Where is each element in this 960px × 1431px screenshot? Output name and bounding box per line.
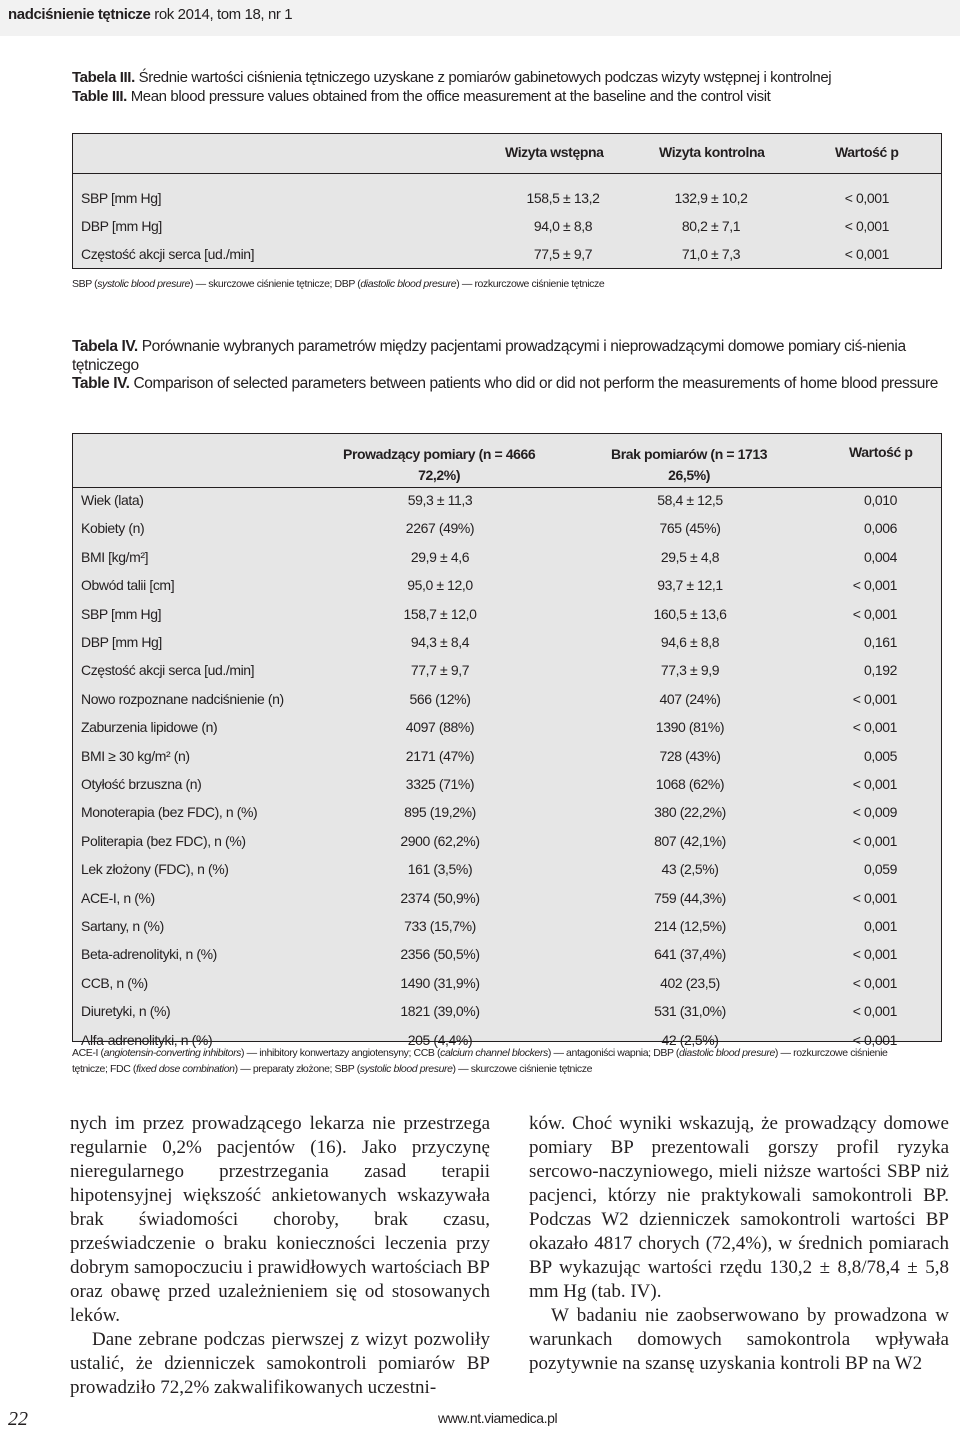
table4-note-italic: angiotensin-converting inhibitors <box>103 1047 242 1059</box>
table4-col-measuring <box>343 444 535 486</box>
running-header <box>0 0 960 36</box>
table4-row-label: BMI [kg/m²] <box>81 548 149 565</box>
table3-footnote <box>72 276 942 292</box>
table4-row <box>73 946 941 966</box>
table4-row <box>73 748 941 768</box>
table4-cell-value-2: 29,5 ± 4,8 <box>660 548 720 565</box>
table3-caption-pl <box>72 68 942 87</box>
table4-row <box>73 833 941 853</box>
table3-title-pl: Średnie wartości ciśnienia tętniczego uzyskane z pomiarów gabinetowych podczas wizyty wstępnej i kontrolnej <box>138 69 832 86</box>
body-left-paragraph-2: Dane zebrane podczas pierwszej z wizyt pozwoliły ustalić, że dzienniczek samokontroli pomiarów BP prowadziło 72,2% zakwalifikowanych uczestni- <box>70 1329 490 1398</box>
table4-row-label: CCB, n (%) <box>81 974 148 991</box>
table4-cell-p-value: 0,059 <box>863 861 897 878</box>
table4-row-label: BMI ≥ 30 kg/m² (n) <box>81 747 190 764</box>
table4-row-label: Częstość akcji serca [ud./min] <box>81 662 255 679</box>
table4-note-part: tętnicze; FDC ( <box>72 1063 137 1075</box>
journal-name: nadciśnienie tętnicze <box>8 6 151 23</box>
table4-note-part: ) — antagoniści wapnia; DBP ( <box>547 1047 680 1059</box>
table3-caption <box>72 68 942 106</box>
table4-cell-p-value: 0,192 <box>863 662 897 679</box>
table4-cell-p-value: < 0,001 <box>852 719 897 736</box>
table4-note-part: ) — skurczowe ciśnienie tętnicze <box>452 1063 593 1075</box>
table3-cell-p-value: < 0,001 <box>844 190 889 206</box>
body-left-paragraph-1: nych im przez prowadzącego lekarza nie przestrzega regularnie 0,2% pacjentów (16). Jako przyczynę nieregularnego przestrzegania zasad terapii hipotensyjnej większość ankietowanych wskazywała brak świadomości choroby, brak czasu, przeświadczenie o braku konieczności leczenia przy dobrym samopoczuciu i prawidłowych wartościach BP oraz obawę przed uzależnieniem się od stosowanych leków. <box>70 1113 490 1326</box>
table3-cell-value-1: 77,5 ± 9,7 <box>533 246 593 262</box>
table4-note-part: ) — rozkurczowe ciśnienie <box>774 1047 888 1059</box>
table4-col-not-measuring <box>611 444 767 486</box>
table4-note-part: ACE-I ( <box>72 1047 104 1059</box>
page-number: 22 <box>8 1408 28 1430</box>
table4-col-p: Wartość p <box>849 444 913 460</box>
table4-cell-value-1: 1490 (31,9%) <box>400 974 480 991</box>
table4-note-italic: calcium channel blockers <box>440 1047 548 1059</box>
footer-url[interactable]: www.nt.viamedica.pl <box>438 1410 558 1426</box>
table4-cell-p-value: < 0,001 <box>852 946 897 963</box>
table3 <box>72 133 942 269</box>
table4-row-label: Kobiety (n) <box>81 520 145 537</box>
table4-header-divider <box>73 487 941 488</box>
table4-cell-value-1: 566 (12%) <box>409 690 471 707</box>
table3-cell-p-value: < 0,001 <box>844 218 889 234</box>
table4-cell-value-2: 641 (37,4%) <box>654 946 726 963</box>
table4-row <box>73 606 941 626</box>
table4-row-label: Zaburzenia lipidowe (n) <box>81 719 218 736</box>
table4-cell-value-2: 1068 (62%) <box>655 776 725 792</box>
body-right-paragraph-2: W badaniu nie zaobserwowano by prowadzona w warunkach domowych samokontrola wpływała pozytywnie na szansę uzyskania kontroli BP na W2 <box>529 1305 949 1374</box>
body-column-left <box>70 1112 490 1400</box>
table4-cell-p-value: < 0,001 <box>852 1031 897 1048</box>
table4-cell-p-value: 0,001 <box>863 918 897 934</box>
table4-row-label: ACE-I, n (%) <box>81 889 155 906</box>
table4-col-not-measuring-line2: 26,5%) <box>668 467 711 483</box>
table4-row <box>73 691 941 711</box>
table4-cell-value-2: 43 (2,5%) <box>661 861 719 878</box>
table3-row-label: Częstość akcji serca [ud./min] <box>81 246 255 262</box>
table3-caption-en <box>72 87 942 106</box>
table4-cell-value-2: 214 (12,5%) <box>654 918 726 934</box>
table3-col-p: Wartość p <box>835 144 899 160</box>
table4-col-measuring-line2: 72,2%) <box>418 467 461 483</box>
table3-note-part: ) — skurczowe ciśnienie tętnicze; DBP ( <box>190 278 361 290</box>
table4-row-label: Nowo rozpoznane nadciśnienie (n) <box>81 690 284 707</box>
table4-cell-p-value: < 0,001 <box>852 889 897 906</box>
table4-cell-value-1: 2171 (47%) <box>405 747 475 764</box>
table4-cell-value-1: 733 (15,7%) <box>404 918 476 934</box>
table4-cell-value-2: 93,7 ± 12,1 <box>657 577 723 594</box>
table4-row <box>73 890 941 910</box>
table4-cell-value-1: 29,9 ± 4,6 <box>410 548 470 565</box>
table4-note-italic: diastolic blood presure <box>679 1047 775 1059</box>
table4-cell-value-2: 380 (22,2%) <box>654 804 726 821</box>
table3-note-italic: diastolic blood presure <box>360 278 457 290</box>
table4-cell-value-2: 160,5 ± 13,6 <box>653 605 727 622</box>
table4-row-label: Otyłość brzuszna (n) <box>81 776 202 792</box>
table3-cell-value-2: 80,2 ± 7,1 <box>681 218 741 234</box>
table3-header-divider <box>73 173 941 174</box>
table4-cell-value-1: 59,3 ± 11,3 <box>407 492 473 508</box>
table3-label-en: Table III. <box>72 88 127 105</box>
table4-row <box>73 577 941 597</box>
table4-row <box>73 520 941 540</box>
table4-cell-p-value: < 0,001 <box>852 577 897 594</box>
table4-footnote <box>72 1045 942 1077</box>
table4-cell-p-value: 0,161 <box>863 634 897 650</box>
table4-label-pl: Tabela IV. <box>72 338 138 355</box>
table4-cell-p-value: 0,006 <box>863 520 897 537</box>
table3-note-italic: systolic blood presure <box>97 278 190 290</box>
table4-row-label: Politerapia (bez FDC), n (%) <box>81 832 246 849</box>
table3-title-en: Mean blood pressure values obtained from the office measurement at the baseline and the control visit <box>130 88 771 105</box>
table4-cell-value-1: 94,3 ± 8,4 <box>410 634 470 650</box>
table4-cell-value-2: 402 (23,5) <box>660 974 720 991</box>
table3-header-row <box>73 144 941 164</box>
table4-note-line2 <box>72 1061 942 1077</box>
table4-cell-value-2: 42 (2,5%) <box>661 1031 719 1048</box>
table4-cell-value-2: 407 (24%) <box>659 690 721 707</box>
table4-row-label: Monoterapia (bez FDC), n (%) <box>81 804 258 821</box>
table4-row <box>73 662 941 682</box>
table4-cell-value-2: 1390 (81%) <box>655 719 725 736</box>
table4-title-pl: Porównanie wybranych parametrów między pacjentami prowadzącymi i nieprowadzącymi domowe pomiary ciś-nienia tętniczego <box>72 338 906 374</box>
table4-cell-p-value: < 0,001 <box>852 1003 897 1020</box>
table4-row-label: Beta-adrenolityki, n (%) <box>81 946 217 963</box>
table4-cell-p-value: 0,004 <box>863 548 897 565</box>
table3-cell-p-value: < 0,001 <box>844 246 889 262</box>
table4-cell-p-value: < 0,001 <box>852 690 897 707</box>
table4-cell-value-1: 1821 (39,0%) <box>400 1003 480 1020</box>
table4-row <box>73 1003 941 1023</box>
journal-title <box>8 6 292 23</box>
table3-cell-value-1: 158,5 ± 13,2 <box>526 190 600 206</box>
table4-cell-p-value: < 0,001 <box>852 832 897 849</box>
table4-cell-value-2: 77,3 ± 9,9 <box>660 662 720 679</box>
table4-cell-value-1: 4097 (88%) <box>405 719 475 736</box>
table4-col-measuring-line1: Prowadzący pomiary (n = 4666 <box>343 446 536 462</box>
table4-cell-p-value: 0,005 <box>863 747 897 764</box>
table4-cell-value-1: 158,7 ± 12,0 <box>403 605 477 622</box>
table4-cell-value-1: 161 (3,5%) <box>407 861 473 878</box>
table4-cell-value-1: 2267 (49%) <box>405 520 475 537</box>
table3-row-label: SBP [mm Hg] <box>81 190 162 206</box>
table4-row <box>73 549 941 569</box>
table4-header-row <box>73 444 941 488</box>
table4-row <box>73 918 941 938</box>
table4-cell-value-1: 205 (4,4%) <box>407 1031 473 1048</box>
table4-col-not-measuring-line1: Brak pomiarów (n = 1713 <box>611 446 768 462</box>
table4-cell-value-2: 531 (31,0%) <box>654 1003 726 1020</box>
table3-note-part: ) — rozkurczowe ciśnienie tętnicze <box>456 278 605 290</box>
table4-cell-p-value: < 0,009 <box>852 804 897 821</box>
table3-note-part: SBP ( <box>72 278 98 290</box>
table3-cell-value-1: 94,0 ± 8,8 <box>533 218 593 234</box>
body-column-right <box>529 1112 949 1376</box>
table4-cell-p-value: 0,010 <box>863 492 897 508</box>
table4-cell-value-1: 2900 (62,2%) <box>400 832 480 849</box>
table4-row-label: Sartany, n (%) <box>81 918 164 934</box>
table4-row <box>73 804 941 824</box>
table4-row-label: Wiek (lata) <box>81 492 144 508</box>
table4-note-line1 <box>72 1045 942 1061</box>
table4-row-label: SBP [mm Hg] <box>81 605 162 622</box>
table4-title-en: Comparison of selected parameters between patients who did or did not perform the measurements of home blood pressure <box>133 375 938 392</box>
table4-row-label: Alfa-adrenolityki, n (%) <box>81 1031 213 1048</box>
table4-note-part: ) — inhibitory konwertazy angiotensyny; CCB ( <box>241 1047 441 1059</box>
table4-row <box>73 634 941 654</box>
table4-row-label: Diuretyki, n (%) <box>81 1003 171 1020</box>
table4-row <box>73 719 941 739</box>
table4-cell-value-2: 58,4 ± 12,5 <box>657 492 723 508</box>
table4-row <box>73 492 941 512</box>
table4-cell-value-2: 765 (45%) <box>659 520 721 537</box>
table4-cell-value-2: 94,6 ± 8,8 <box>660 634 720 650</box>
table3-row-label: DBP [mm Hg] <box>81 218 162 234</box>
table3-cell-value-2: 132,9 ± 10,2 <box>674 190 748 206</box>
table4-row <box>73 776 941 796</box>
table4-cell-value-1: 895 (19,2%) <box>404 804 476 821</box>
table4-cell-value-1: 2374 (50,9%) <box>400 889 480 906</box>
table4-row-label: DBP [mm Hg] <box>81 634 162 650</box>
table4-cell-value-1: 3325 (71%) <box>405 776 475 792</box>
table4-row <box>73 975 941 995</box>
table3-cell-value-2: 71,0 ± 7,3 <box>681 246 741 262</box>
table4-label-en: Table IV. <box>72 375 130 392</box>
table4-cell-p-value: < 0,001 <box>852 776 897 792</box>
table4 <box>72 433 942 1048</box>
body-right-paragraph-1: ków. Choć wyniki wskazują, że prowadzący domowe pomiary BP prezentowali gorszy profil ryzyka sercowo-naczyniowego, mieli niższe wartości SBP niż pacjenci, którzy nie praktykowali samokontroli BP. Podczas W2 dzienniczek samokontroli wartości BP okazało 4817 chorych (72,4%), w średnich pomiarach BP wykazując wartości rzędu 130,2 ± 8,8/78,4 ± 5,8 mm Hg (tab. IV). <box>529 1113 949 1302</box>
table4-row-label: Obwód talii [cm] <box>81 577 175 594</box>
table3-row <box>73 218 941 238</box>
table3-row <box>73 246 941 266</box>
table4-cell-value-1: 2356 (50,5%) <box>400 946 480 963</box>
table3-col-baseline: Wizyta wstępna <box>505 144 604 160</box>
table4-cell-value-2: 807 (42,1%) <box>654 832 726 849</box>
table4-row <box>73 861 941 881</box>
table3-col-control: Wizyta kontrolna <box>659 144 765 160</box>
table4-note-italic: fixed dose combination <box>136 1063 235 1075</box>
table3-row <box>73 190 941 210</box>
table4-cell-value-1: 77,7 ± 9,7 <box>410 662 470 679</box>
table3-label-pl: Tabela III. <box>72 69 135 86</box>
table4-note-italic: systolic blood presure <box>359 1063 453 1075</box>
table4-caption-en <box>72 375 942 394</box>
table4-cell-value-2: 759 (44,3%) <box>654 889 726 906</box>
table4-cell-p-value: < 0,001 <box>852 974 897 991</box>
table4-note-part: ) — preparaty złożone; SBP ( <box>234 1063 360 1075</box>
table4-cell-value-1: 95,0 ± 12,0 <box>407 577 473 594</box>
table4-cell-value-2: 728 (43%) <box>659 747 721 764</box>
table4-cell-p-value: < 0,001 <box>852 605 897 622</box>
table4-caption-pl <box>72 338 942 375</box>
table4-caption <box>72 338 942 394</box>
table4-row-label: Lek złożony (FDC), n (%) <box>81 861 229 878</box>
journal-issue: rok 2014, tom 18, nr 1 <box>154 6 293 23</box>
